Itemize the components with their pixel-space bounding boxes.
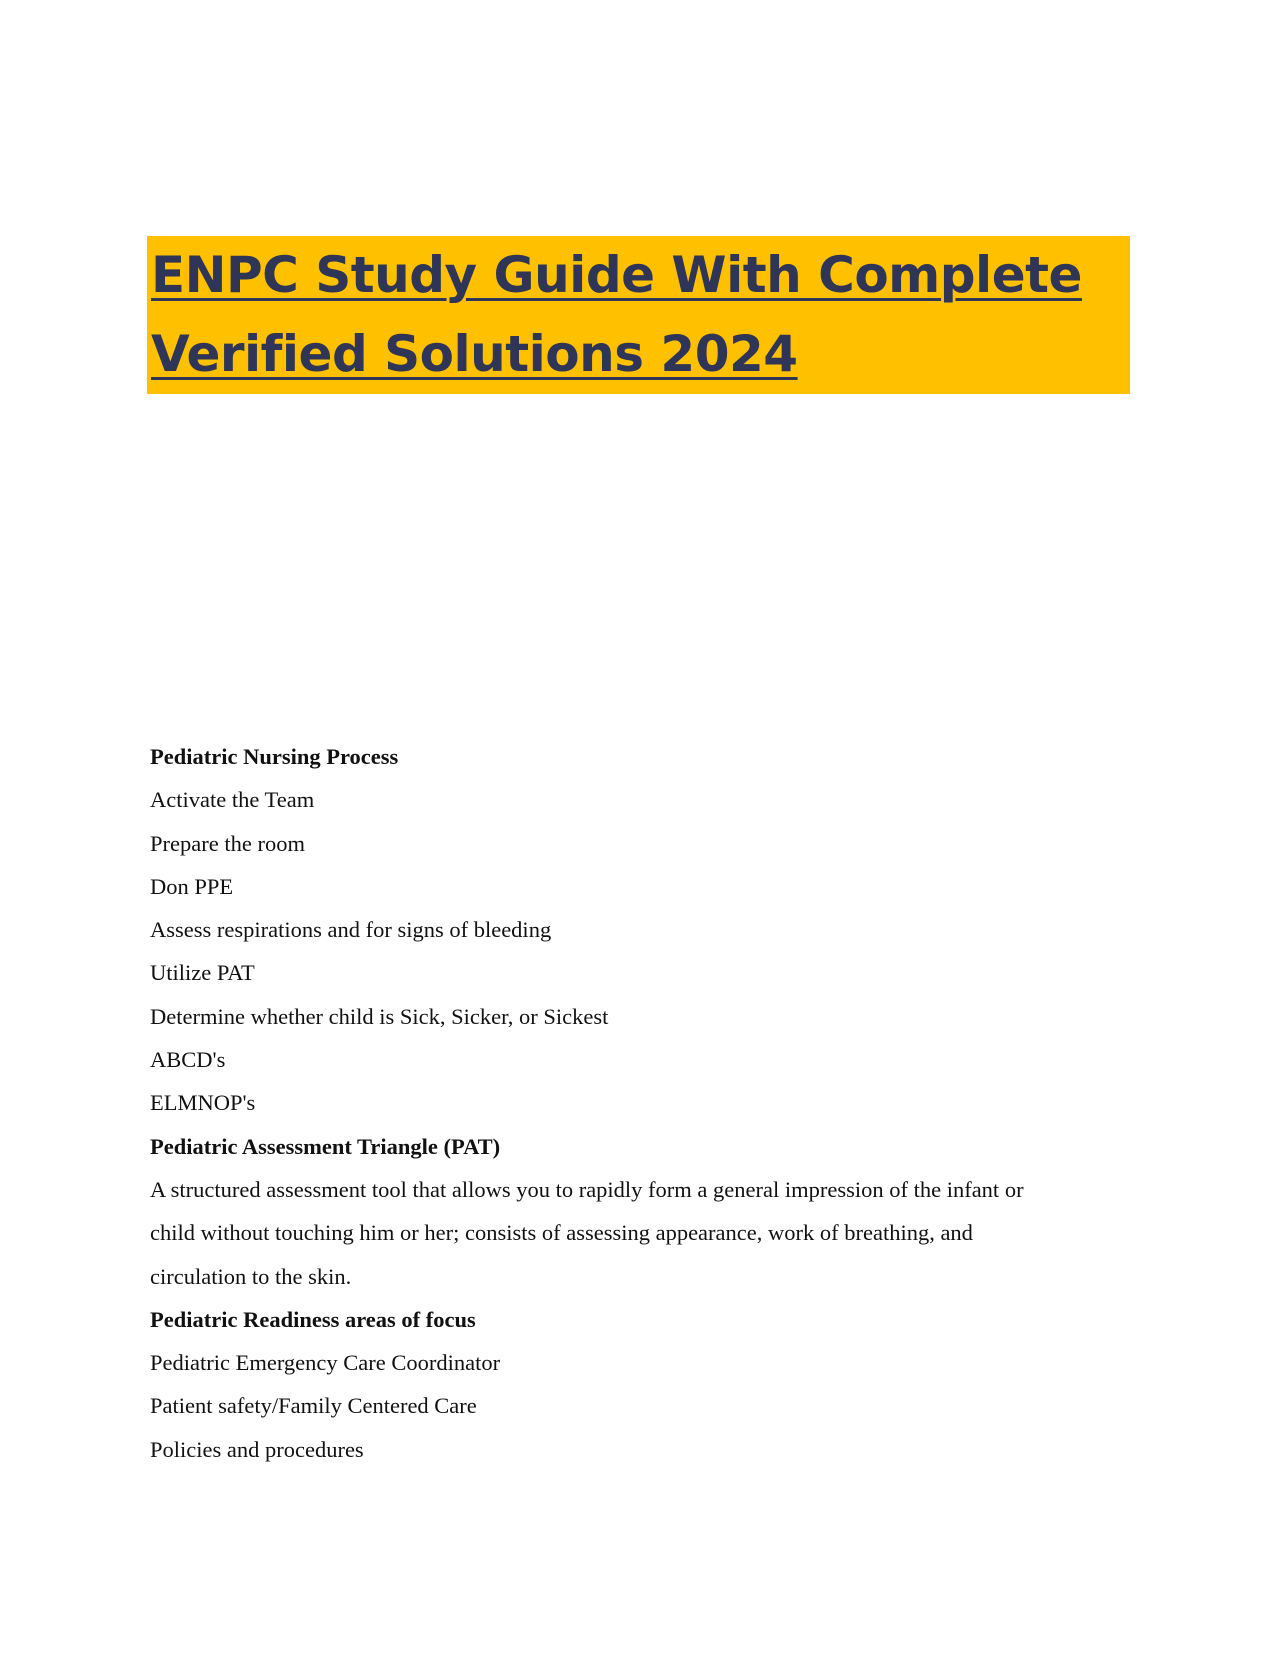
list-item: Don PPE xyxy=(150,873,234,899)
paragraph-line: child without touching him or her; consists of assessing appearance, work of breathing, and xyxy=(150,1220,973,1246)
document-title-line-2: Verified Solutions 2024 xyxy=(151,325,798,383)
document-body xyxy=(150,735,1140,1471)
list-item: Assess respirations and for signs of bleeding xyxy=(150,917,552,943)
document-title-line-1: ENPC Study Guide With Complete xyxy=(151,246,1082,304)
section-heading-readiness: Pediatric Readiness areas of focus xyxy=(150,1306,476,1332)
title-highlight-block xyxy=(147,236,1130,394)
list-item: Patient safety/Family Centered Care xyxy=(150,1393,477,1419)
paragraph-line: circulation to the skin. xyxy=(150,1263,352,1289)
list-item: Activate the Team xyxy=(150,787,315,813)
list-item: Policies and procedures xyxy=(150,1436,364,1462)
list-item: ABCD's xyxy=(150,1047,226,1073)
list-item: Utilize PAT xyxy=(150,960,255,986)
section-heading-pat: Pediatric Assessment Triangle (PAT) xyxy=(150,1133,501,1159)
list-item: Pediatric Emergency Care Coordinator xyxy=(150,1350,501,1376)
list-item: ELMNOP's xyxy=(150,1090,256,1116)
list-item: Determine whether child is Sick, Sicker, or Sickest xyxy=(150,1003,609,1029)
section-heading-nursing-process: Pediatric Nursing Process xyxy=(150,744,399,769)
paragraph-line: A structured assessment tool that allows you to rapidly form a general impression of the infant or xyxy=(150,1176,1024,1202)
list-item: Prepare the room xyxy=(150,830,305,856)
